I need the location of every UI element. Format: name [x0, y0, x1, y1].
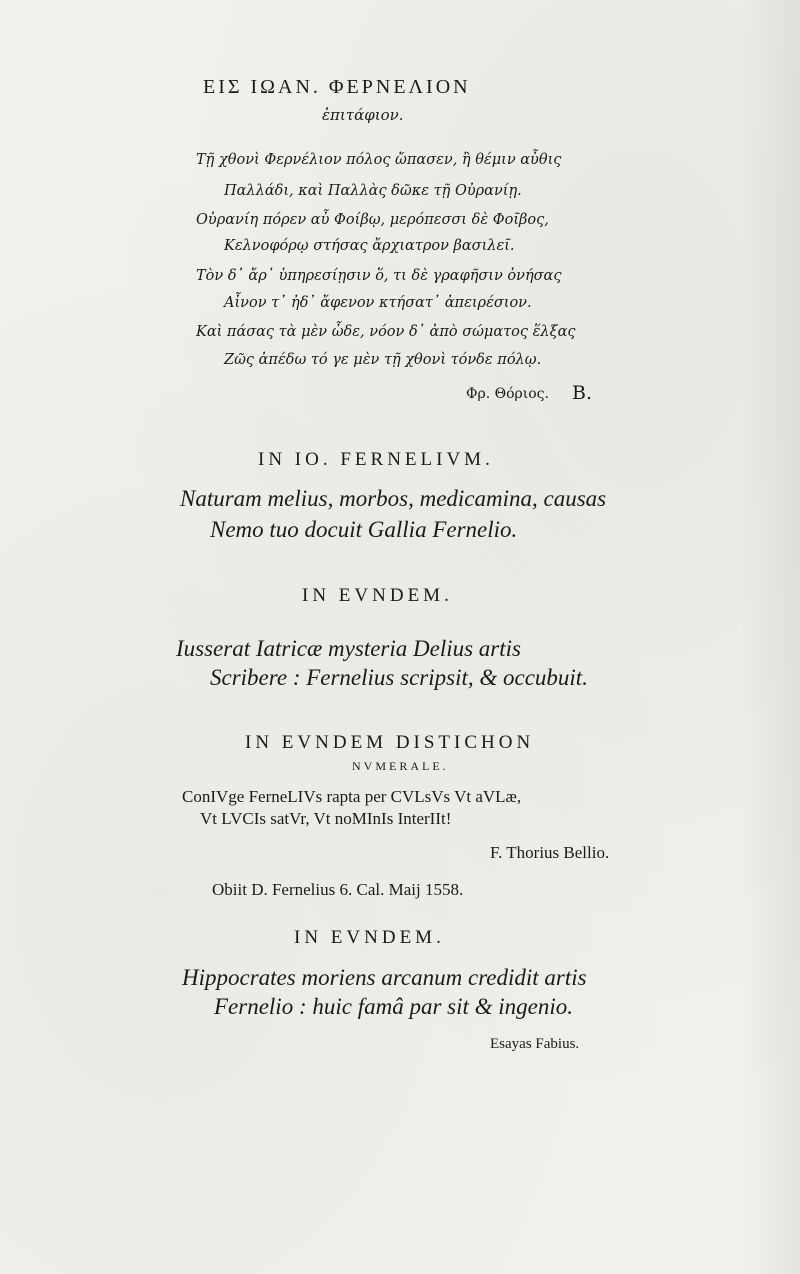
- heading-in-eundem-2: IN EVNDEM.: [294, 927, 445, 948]
- greek-subtitle: ἐπιτάφιον.: [322, 106, 404, 124]
- subheading-numerale: NVMERALE.: [352, 759, 449, 773]
- greek-verse-5: Τὸν δ᾽ ἄρ᾽ ὑπηρεσίῃσιν ὅ, τι δὲ γραφῆσιν ὀνήσας: [196, 268, 562, 284]
- latin4-line-1: Hippocrates moriens arcanum credidit artis: [182, 965, 587, 990]
- greek-verse-3: Οὐρανίη πόρεν αὖ Φοίβῳ, μερόπεσσι δὲ Φοῖβος,: [196, 212, 549, 228]
- latin2-line-1: Iusserat Iatricæ mysteria Delius artis: [176, 636, 521, 661]
- fabius-signature: Esayas Fabius.: [490, 1036, 580, 1052]
- greek-verse-2: Παλλάδι, καὶ Παλλὰς δῶκε τῇ Οὐρανίῃ.: [224, 183, 522, 199]
- heading-in-io-fernelium: IN IO. FERNELIVM.: [258, 449, 494, 470]
- greek-verse-8: Ζῶς ἀπέδω τό γε μὲν τῇ χθονὶ τόνδε πόλῳ.: [224, 352, 542, 368]
- greek-verse-6: Αἶνον τ᾽ ἠδ᾽ ἄφενον κτήσατ᾽ ἀπειρέσιον.: [224, 295, 532, 311]
- latin2-line-2: Scribere : Fernelius scripsit, & occubuit.: [210, 665, 588, 690]
- thorius-signature: F. Thorius Bellio.: [490, 843, 610, 862]
- greek-verse-1: Τῇ χθονὶ Φερνέλιον πόλος ὤπασεν, ἢ θέμιν αὖθις: [196, 152, 562, 168]
- greek-signature: Φρ. Θόριος.: [466, 386, 549, 402]
- latin1-line-1: Naturam melius, morbos, medicamina, causas: [180, 486, 607, 511]
- obiit-line: Obiit D. Fernelius 6. Cal. Maij 1558.: [212, 880, 464, 899]
- heading-in-eundem-1: IN EVNDEM.: [302, 585, 453, 606]
- latin1-line-2: Nemo tuo docuit Gallia Fernelio.: [210, 517, 518, 542]
- greek-verse-7: Καὶ πάσας τὰ μὲν ὧδε, νόον δ᾽ ἀπὸ σώματος ἕλξας: [196, 324, 576, 340]
- page-edge-shadow: [740, 0, 800, 1274]
- signature-letter: B.: [572, 382, 593, 404]
- heading-distichon: IN EVNDEM DISTICHON: [245, 732, 535, 753]
- greek-title: ΕΙΣ ΙΩΑΝ. ΦΕΡΝΕΛΙΟΝ: [203, 76, 471, 98]
- greek-verse-4: Κελνοφόρῳ στήσας ἄρχιατρον βασιλεῖ.: [224, 238, 515, 254]
- latin3-line-2: Vt LVCIs satVr, Vt noMInIs InterIIt!: [200, 809, 452, 828]
- latin4-line-2: Fernelio : huic famâ par sit & ingenio.: [214, 994, 574, 1019]
- latin3-line-1: ConIVge FerneLIVs rapta per CVLsVs Vt aVLæ,: [182, 787, 522, 806]
